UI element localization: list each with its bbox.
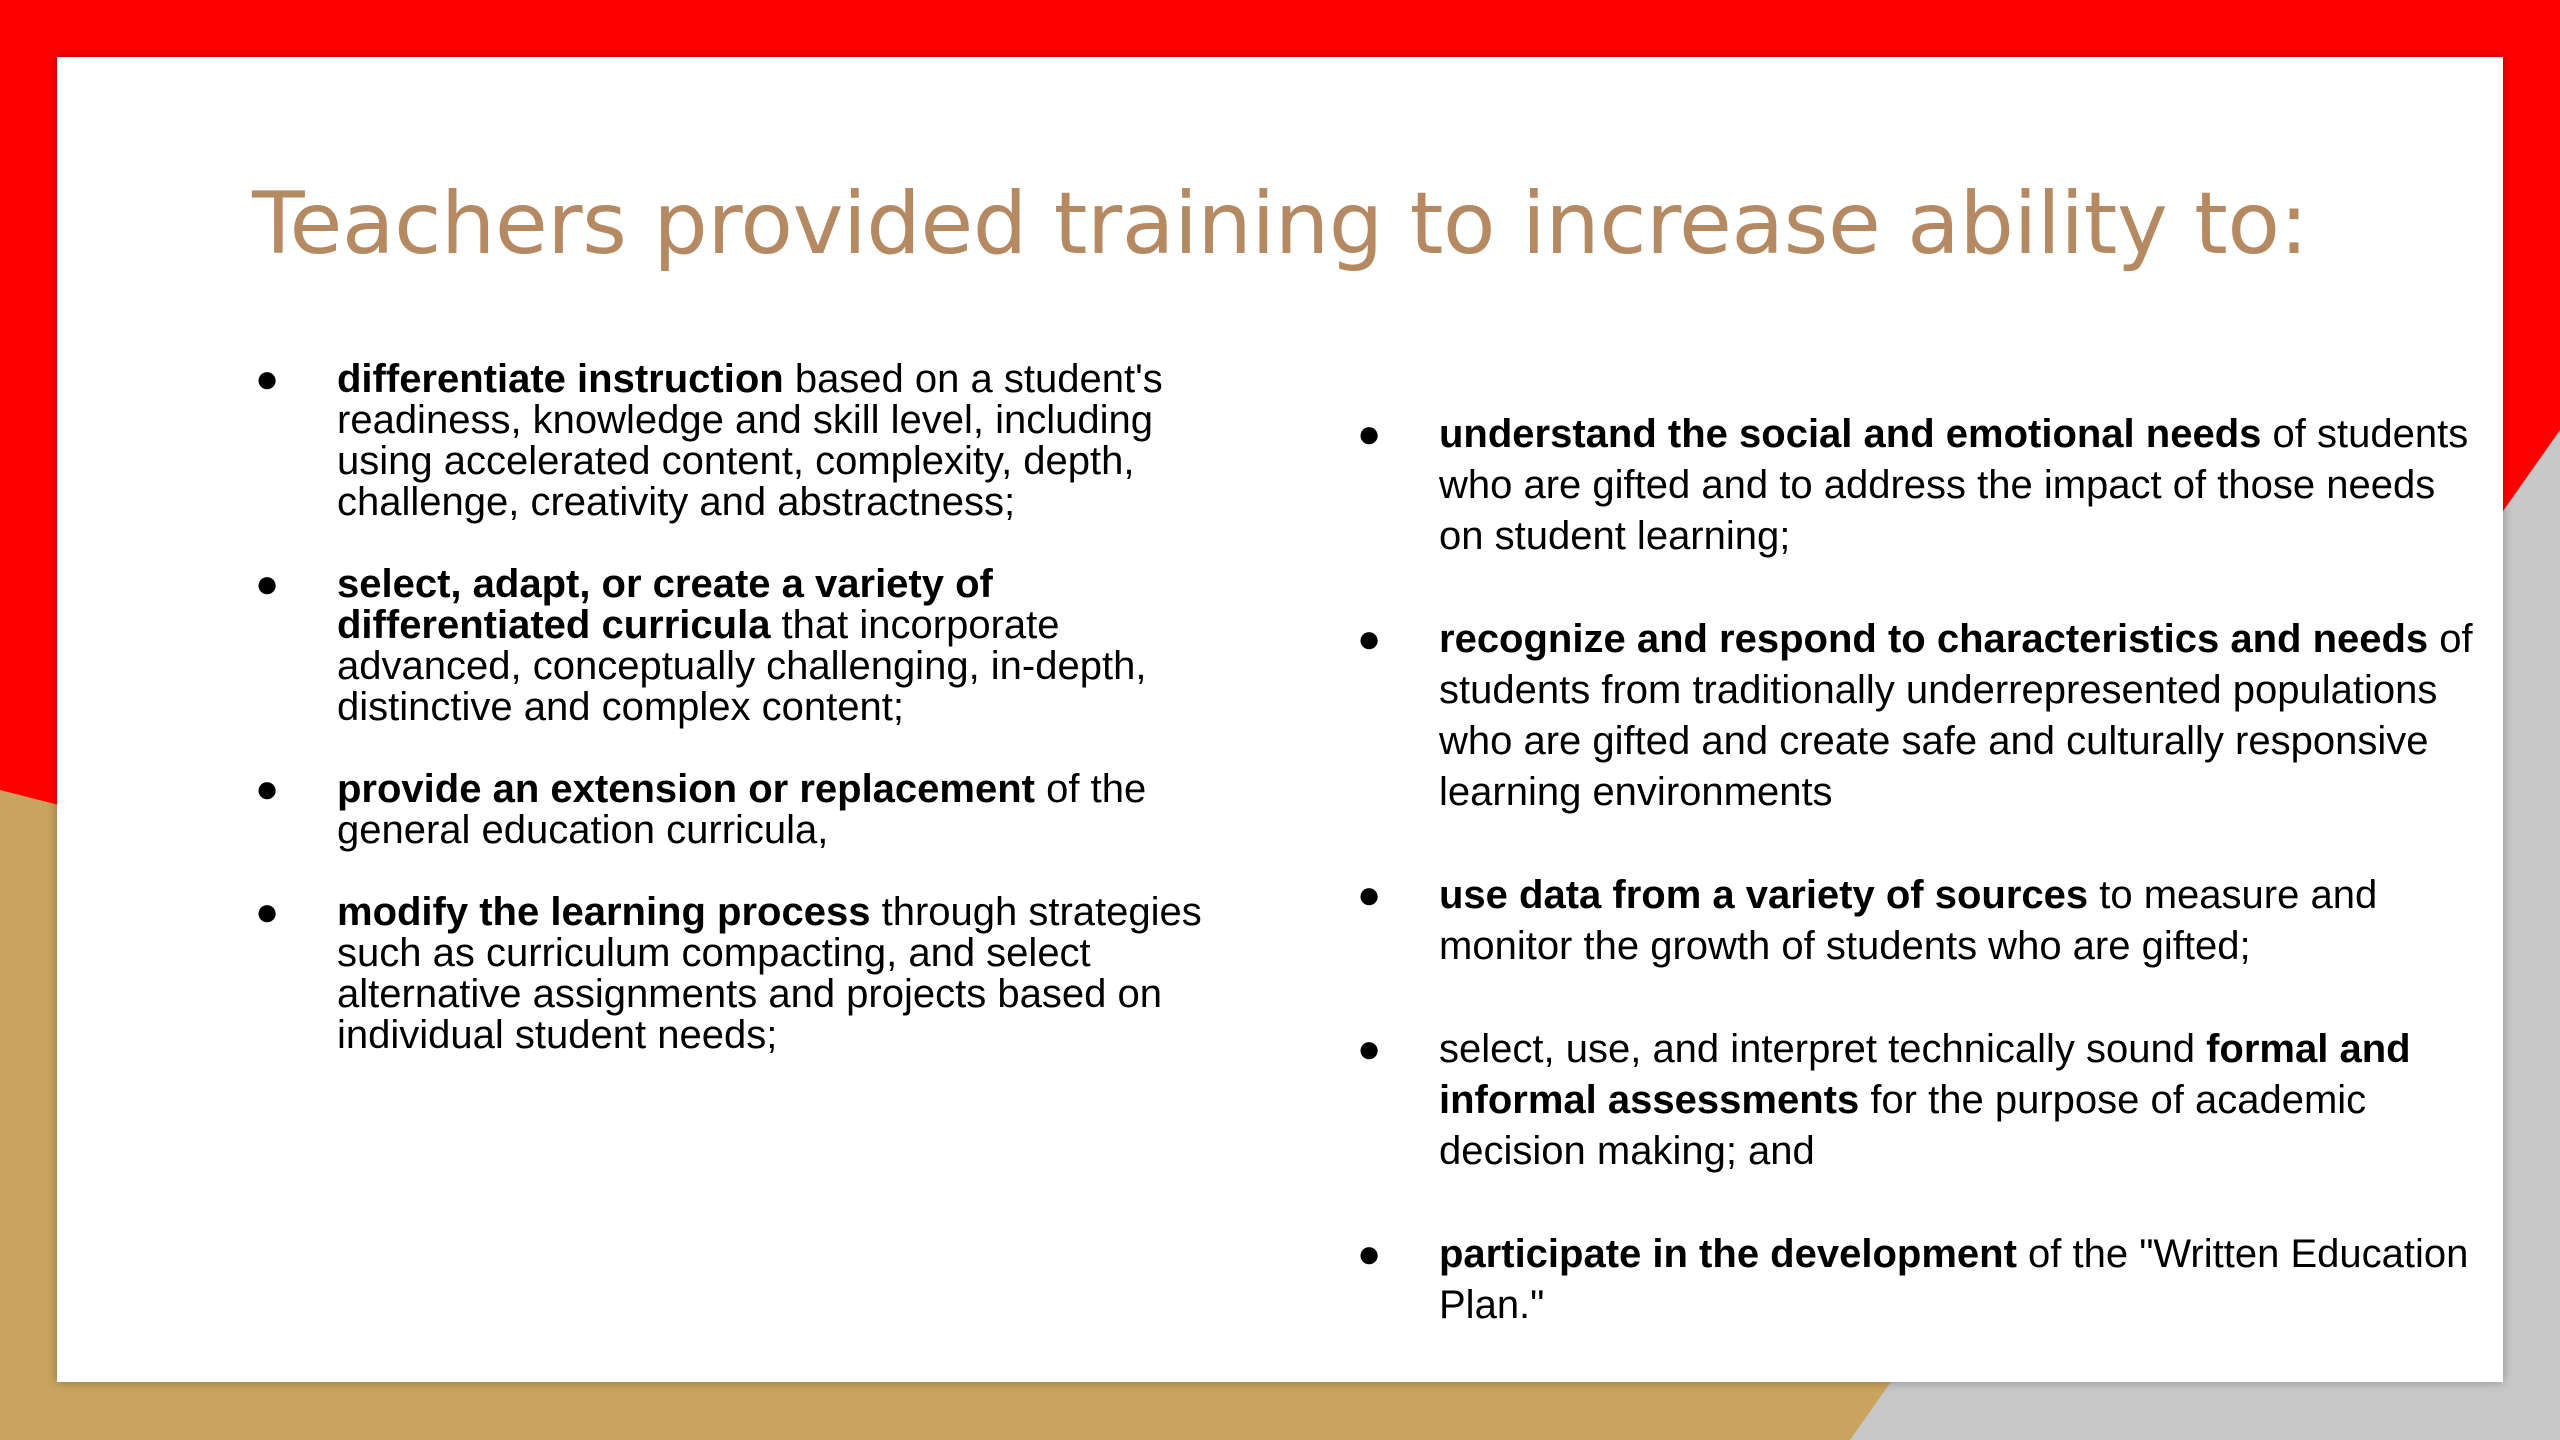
right-bullet-item <box>1299 870 2479 972</box>
bullet-bold-text: differentiate instruction <box>337 357 784 401</box>
bullet-dot-icon: ● <box>255 562 280 606</box>
left-bullet-item <box>197 359 1207 523</box>
bullet-text: through strategies such as curriculum compacting, and select alternative assignments and projects based on individual student needs; <box>337 890 1202 1057</box>
bullet-text: for the purpose of academic decision making; and <box>1439 1078 2367 1173</box>
bullet-bold-text: modify the learning process <box>337 890 871 934</box>
bullet-text: based on a student's readiness, knowledge and skill level, including using accelerated content, complexity, depth, challenge, creativity and abstractness; <box>337 357 1163 524</box>
bullet-text: of the "Written Education Plan." <box>1439 1232 2469 1327</box>
right-bullet-item <box>1299 1024 2479 1177</box>
slide-card <box>57 57 2503 1382</box>
right-bullet-item <box>1299 614 2479 818</box>
left-bullet-list <box>197 359 1207 1097</box>
left-bullet-item <box>197 892 1207 1056</box>
bullet-text: to measure and monitor the growth of students who are gifted; <box>1439 873 2378 968</box>
bullet-bold-text: recognize and respond to characteristics and needs <box>1439 617 2429 661</box>
bullet-dot-icon: ● <box>1357 1027 1382 1071</box>
bullet-text: of students who are gifted and to address the impact of those needs on student learning; <box>1439 412 2469 558</box>
slide-title: Teachers provided training to increase ability to: <box>252 174 2308 274</box>
bullet-dot-icon: ● <box>1357 412 1382 456</box>
bullet-dot-icon: ● <box>1357 873 1382 917</box>
bullet-bold-text: provide an extension or replacement <box>337 767 1035 811</box>
right-bullet-item <box>1299 1229 2479 1331</box>
bullet-text: of students from traditionally underrepresented populations who are gifted and create safe and culturally responsive learning environments <box>1439 617 2473 814</box>
right-bullet-list <box>1299 409 2479 1383</box>
bullet-dot-icon: ● <box>255 890 280 934</box>
bullet-bold-text: select, adapt, or create a variety of differentiated curricula <box>337 562 993 647</box>
bullet-bold-text: understand the social and emotional needs <box>1439 412 2262 456</box>
right-bullet-item <box>1299 409 2479 562</box>
bullet-dot-icon: ● <box>1357 1232 1382 1276</box>
bullet-dot-icon: ● <box>255 357 280 401</box>
bullet-dot-icon: ● <box>1357 617 1382 661</box>
bullet-bold-text: participate in the development <box>1439 1232 2017 1276</box>
bullet-dot-icon: ● <box>255 767 280 811</box>
bullet-bold-text: formal and informal assessments <box>1439 1027 2411 1122</box>
bullet-bold-text: use data from a variety of sources <box>1439 873 2089 917</box>
bullet-text: of the general education curricula, <box>337 767 1147 852</box>
left-bullet-item <box>197 564 1207 728</box>
bullet-text: that incorporate advanced, conceptually challenging, in-depth, distinctive and complex content; <box>337 603 1147 729</box>
left-bullet-item <box>197 769 1207 851</box>
bullet-text: select, use, and interpret technically sound <box>1439 1027 2207 1071</box>
